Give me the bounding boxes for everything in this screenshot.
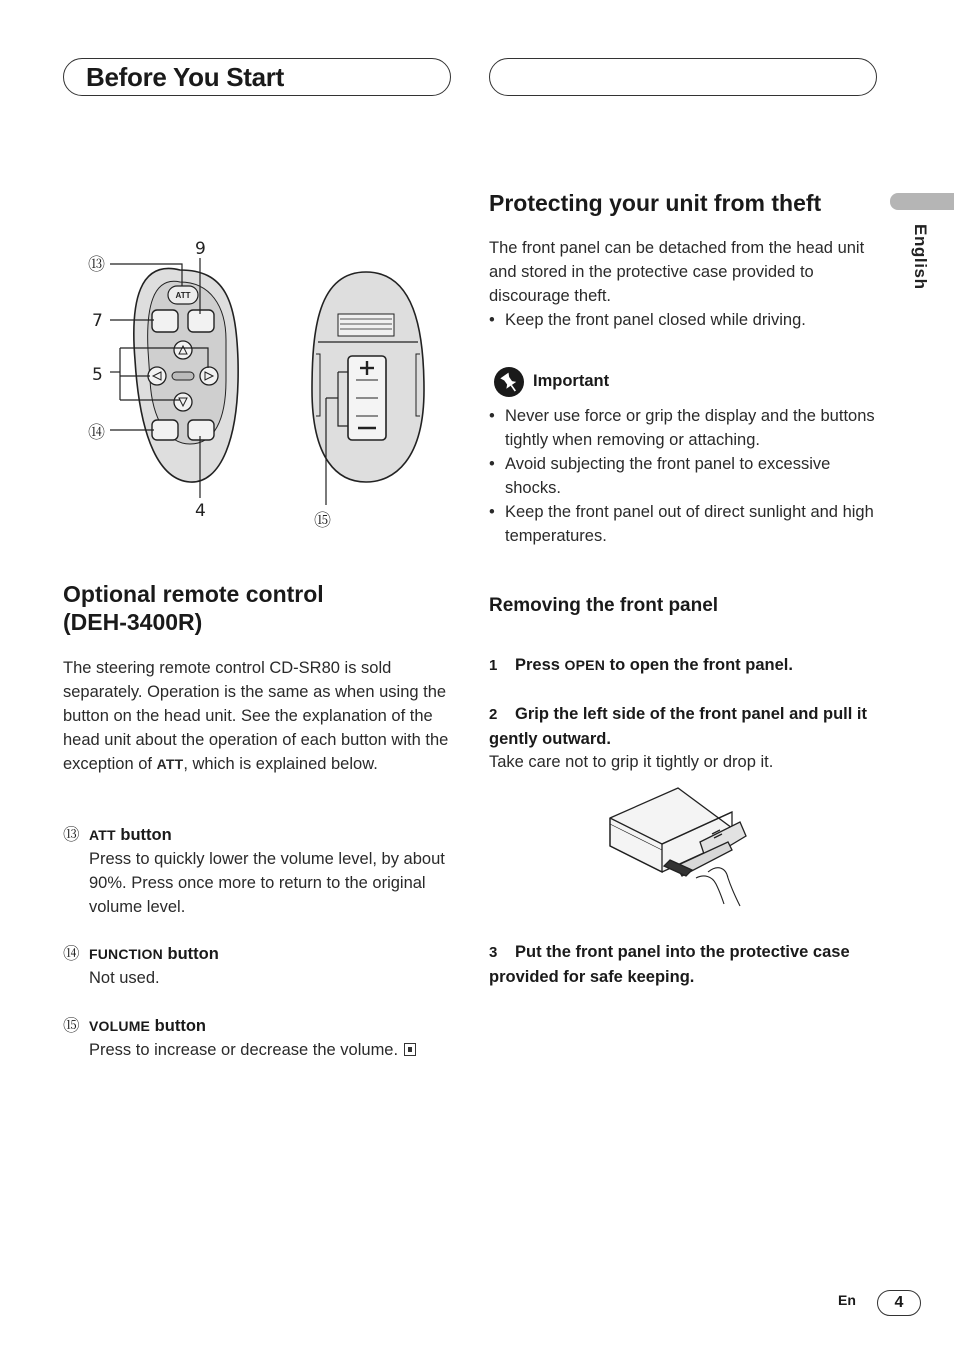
heading-line-1: Optional remote control [63, 581, 324, 607]
remote-back [312, 272, 424, 505]
step-2 [489, 702, 879, 751]
list-item: • Keep the front panel out of direct sunlight and high temperatures. [489, 503, 874, 545]
step-text: Press [515, 656, 565, 674]
att-inline-key: ATT [156, 756, 184, 772]
item-key-name: FUNCTION [89, 946, 163, 962]
item-function-heading [63, 942, 219, 966]
list-item: • Avoid subjecting the front panel to excessive shocks. [489, 455, 831, 497]
step-text: Grip the left side of the front panel and pull it gently outward. [489, 705, 868, 748]
panel-removal-illustration [600, 782, 760, 912]
bullet-text: Never use force or grip the display and the buttons tightly when removing or attaching. [505, 407, 875, 449]
item-number: ⑬ [63, 826, 80, 844]
label-9: 9 [195, 239, 206, 259]
language-tab [890, 193, 954, 210]
optional-remote-heading [63, 580, 324, 636]
item-number: ⑭ [63, 945, 80, 963]
step-text: Put the front panel into the protective case provided for safe keeping. [489, 943, 850, 986]
open-key-label: OPEN [564, 657, 606, 673]
label-5: 5 [92, 365, 103, 385]
item-number: ⑮ [63, 1017, 80, 1035]
item-volume-heading [63, 1014, 206, 1038]
step-number: 3 [489, 944, 498, 961]
theft-intro: The front panel can be detached from the head unit and stored in the protective case provided to discourage theft. [489, 239, 865, 305]
item-key-name: VOLUME [89, 1018, 151, 1034]
list-item: • Keep the front panel closed while driving. [489, 311, 806, 329]
optional-remote-intro [63, 656, 453, 776]
step-3 [489, 940, 889, 989]
end-of-section-icon [404, 1043, 416, 1056]
theft-bullets [489, 308, 875, 332]
important-bullets [489, 404, 879, 548]
step-1 [489, 653, 879, 678]
section-header-box-empty [489, 58, 877, 96]
remote-control-illustration [80, 230, 440, 530]
label-15: ⑮ [314, 511, 331, 530]
step-text-end: to open the front panel. [605, 656, 793, 674]
item-key-name: ATT [89, 827, 116, 843]
important-label: Important [533, 372, 610, 390]
item-suffix: button [162, 945, 219, 963]
step-2-note: Take care not to grip it tightly or drop it. [489, 753, 774, 771]
label-14: ⑭ [88, 423, 105, 443]
step-number: 1 [489, 657, 498, 674]
label-7: 7 [92, 311, 103, 331]
list-item: • Never use force or grip the display and the buttons tightly when removing or attaching. [489, 407, 875, 449]
page-number: 4 [877, 1290, 921, 1316]
footer-language-code: En [838, 1292, 856, 1308]
att-key-label: ATT [175, 291, 191, 300]
page-title: Before You Start [86, 62, 284, 92]
step-number: 2 [489, 706, 498, 723]
intro-text: The steering remote control CD-SR80 is sold separately. Operation is the same as when using the button on the head unit. See the explanation of the head unit about the operation of each button with the exception of [63, 659, 449, 773]
bullet-text: Avoid subjecting the front panel to excessive shocks. [505, 455, 831, 497]
item-att-desc: Press to quickly lower the volume level, by about 90%. Press once more to return to the original volume level. [89, 850, 445, 916]
language-label: English [911, 224, 930, 290]
item-suffix: button [150, 1017, 206, 1035]
bullet-text: Keep the front panel closed while driving. [505, 311, 806, 329]
label-13: ⑬ [88, 255, 105, 275]
item-volume-desc: Press to increase or decrease the volume. [89, 1041, 399, 1059]
important-pin-icon [493, 366, 525, 398]
item-suffix: button [115, 826, 172, 844]
remote-front [134, 268, 238, 482]
section-header-box [63, 58, 451, 96]
intro-text-end: , which is explained below. [183, 755, 378, 773]
item-att-heading [63, 823, 172, 847]
heading-line-2: (DEH-3400R) [63, 609, 203, 635]
bullet-text: Keep the front panel out of direct sunlight and high temperatures. [505, 503, 874, 545]
item-function-desc: Not used. [89, 969, 160, 987]
theft-heading: Protecting your unit from theft [489, 190, 822, 216]
item-volume-desc-row [89, 1038, 459, 1062]
label-4: 4 [195, 501, 206, 521]
removing-heading: Removing the front panel [489, 595, 719, 616]
